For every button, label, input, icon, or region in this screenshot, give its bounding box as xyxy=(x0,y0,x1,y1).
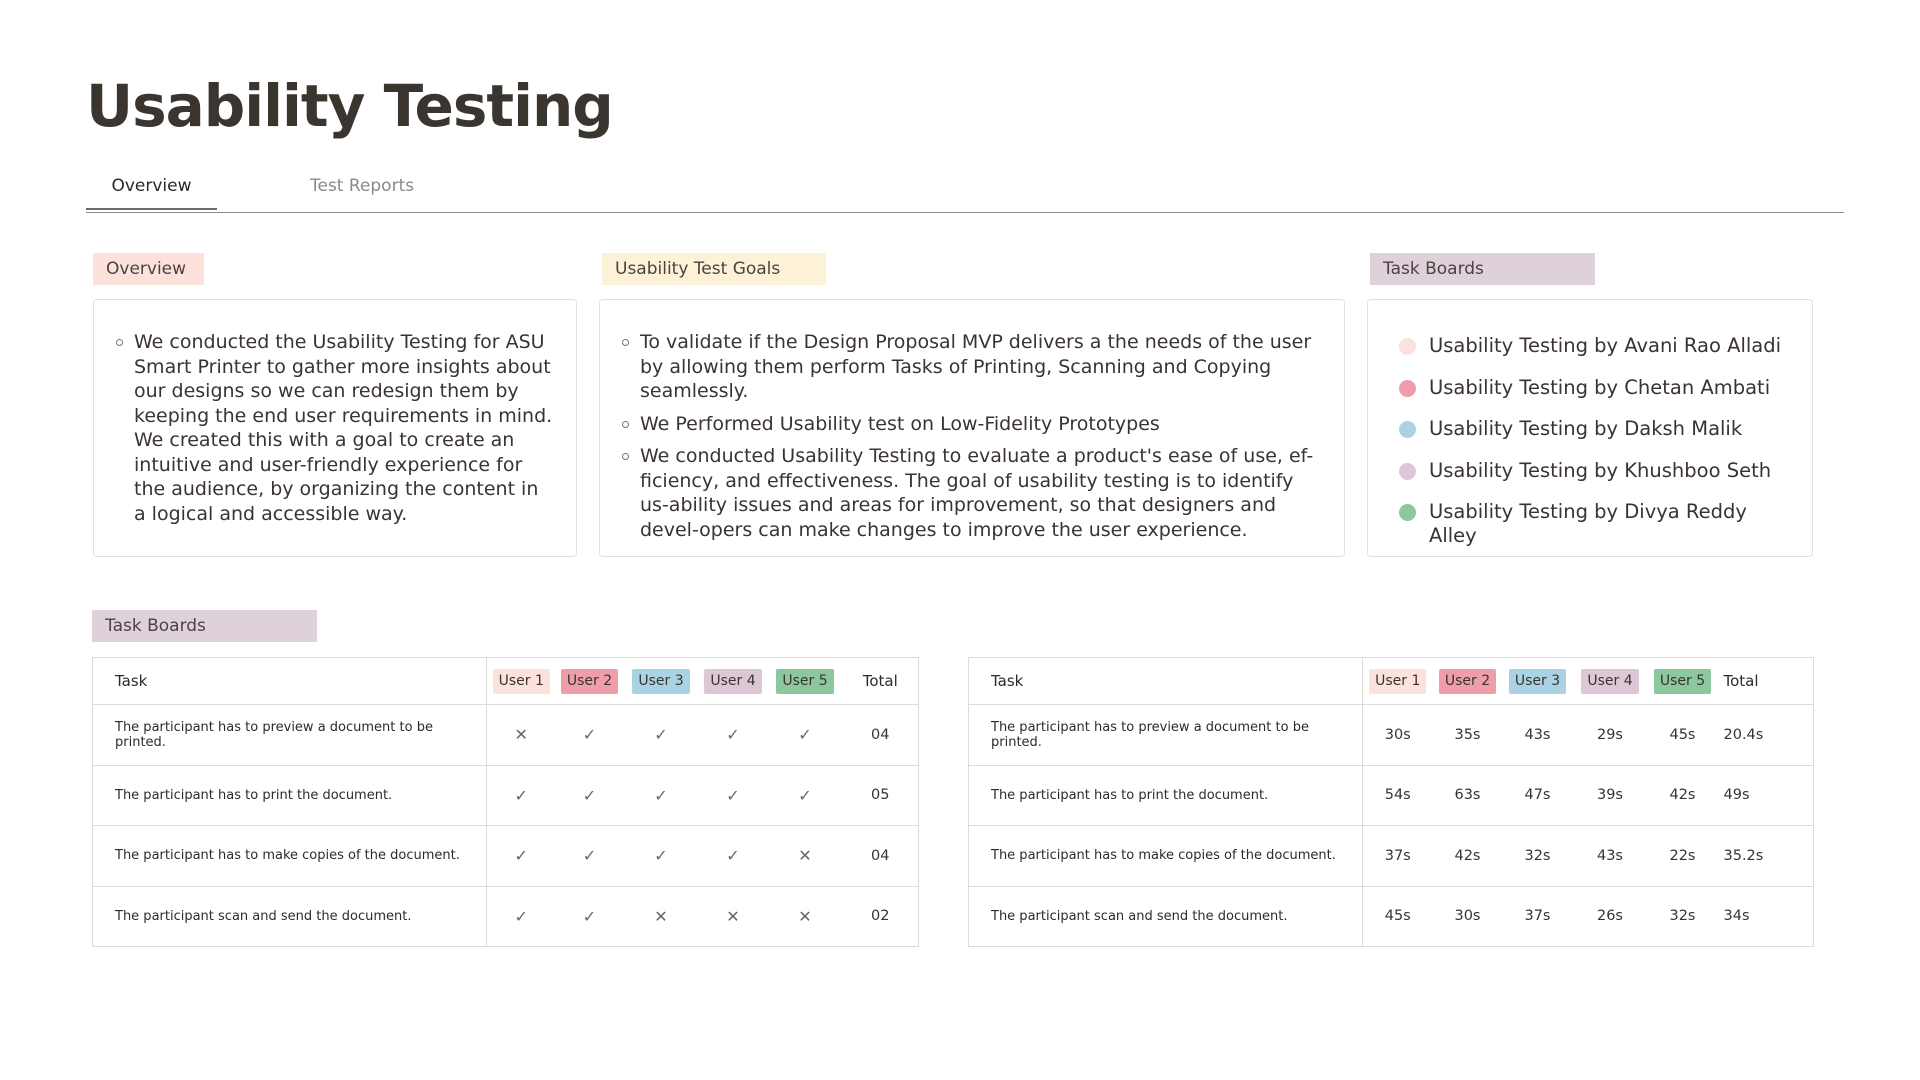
overview-label: Overview xyxy=(93,253,204,285)
time-cell: 43s xyxy=(1573,826,1648,887)
task-boards-card xyxy=(1367,299,1813,557)
total-cell: 04 xyxy=(843,705,919,766)
result-mark: ✓ xyxy=(624,705,699,766)
table-header-row xyxy=(969,658,1814,705)
tab-overview[interactable]: Overview xyxy=(86,176,217,210)
table-header-row xyxy=(93,658,919,705)
goal-item: To validate if the Design Proposal MVP delivers a the needs of the user by allowing them perform Tasks of Printing, Scanning and Copying seamlessly. xyxy=(618,330,1314,404)
task-cell: The participant scan and send the document. xyxy=(93,886,487,947)
task-cell: The participant has to print the document. xyxy=(93,765,487,826)
time-cell: 30s xyxy=(1433,886,1503,947)
user5-badge: User 5 xyxy=(1654,669,1711,694)
result-mark: ✓ xyxy=(556,886,624,947)
tab-bar xyxy=(86,168,1844,213)
result-mark: ✕ xyxy=(699,886,768,947)
time-cell: 32s xyxy=(1648,886,1718,947)
header-total: Total xyxy=(843,658,919,705)
user4-badge: User 4 xyxy=(1581,669,1638,694)
goal-item: We Performed Usability test on Low-Fidelity Prototypes xyxy=(618,412,1314,437)
task-time-table xyxy=(968,657,1814,947)
user3-badge: User 3 xyxy=(1509,669,1566,694)
time-cell: 54s xyxy=(1363,765,1433,826)
result-mark: ✓ xyxy=(556,826,624,887)
table-row xyxy=(969,765,1814,826)
task-cell: The participant has to make copies of the document. xyxy=(93,826,487,887)
time-cell: 42s xyxy=(1648,765,1718,826)
task-boards-tables-label: Task Boards xyxy=(92,610,317,642)
time-cell: 26s xyxy=(1573,886,1648,947)
result-mark: ✕ xyxy=(768,886,843,947)
task-board-link[interactable]: Usability Testing by Avani Rao Alladi xyxy=(1399,334,1792,376)
total-cell: 49s xyxy=(1718,765,1814,826)
user4-badge: User 4 xyxy=(704,669,761,694)
total-cell: 04 xyxy=(843,826,919,887)
time-cell: 63s xyxy=(1433,765,1503,826)
task-cell: The participant has to make copies of the document. xyxy=(969,826,1363,887)
user1-badge: User 1 xyxy=(493,669,550,694)
time-cell: 45s xyxy=(1363,886,1433,947)
result-mark: ✓ xyxy=(699,705,768,766)
task-board-link[interactable]: Usability Testing by Divya Reddy Alley xyxy=(1399,500,1792,542)
overview-card xyxy=(93,299,577,557)
user2-badge: User 2 xyxy=(1439,669,1496,694)
result-mark: ✓ xyxy=(624,765,699,826)
goals-card xyxy=(599,299,1345,557)
time-cell: 45s xyxy=(1648,705,1718,766)
result-mark: ✕ xyxy=(487,705,556,766)
time-cell: 30s xyxy=(1363,705,1433,766)
task-cell: The participant scan and send the document. xyxy=(969,886,1363,947)
result-mark: ✓ xyxy=(624,826,699,887)
tab-test-reports[interactable]: Test Reports xyxy=(310,176,415,196)
user5-badge: User 5 xyxy=(776,669,833,694)
result-mark: ✓ xyxy=(487,826,556,887)
result-mark: ✓ xyxy=(487,765,556,826)
result-mark: ✓ xyxy=(556,705,624,766)
result-mark: ✕ xyxy=(624,886,699,947)
task-cell: The participant has to print the document. xyxy=(969,765,1363,826)
goals-label: Usability Test Goals xyxy=(602,253,826,285)
task-board-link[interactable]: Usability Testing by Daksh Malik xyxy=(1399,417,1792,459)
header-task: Task xyxy=(93,658,487,705)
table-row xyxy=(93,826,919,887)
time-cell: 37s xyxy=(1503,886,1573,947)
time-cell: 22s xyxy=(1648,826,1718,887)
table-row xyxy=(969,886,1814,947)
time-cell: 43s xyxy=(1503,705,1573,766)
user3-dot xyxy=(1399,421,1416,438)
result-mark: ✓ xyxy=(556,765,624,826)
overview-text: We conducted the Usability Testing for ASU Smart Printer to gather more insights about our designs so we can redesign them by keeping the end user requirements in mind. We created this with a goal to create an intuitive and user-friendly experience for the audience, by organizing the content in a logical and accessible way. xyxy=(112,330,556,526)
result-mark: ✓ xyxy=(699,826,768,887)
header-task: Task xyxy=(969,658,1363,705)
goal-item: We conducted Usability Testing to evaluate a product's ease of use, ef-ficiency, and effectiveness. The goal of usability testing is to identify us-ability issues and areas for improvement, so that designers and devel-opers can make changes to improve the user experience. xyxy=(618,444,1314,542)
task-boards-label: Task Boards xyxy=(1370,253,1595,285)
page-title: Usability Testing xyxy=(86,72,613,140)
table-row xyxy=(93,886,919,947)
time-cell: 47s xyxy=(1503,765,1573,826)
table-row xyxy=(93,705,919,766)
task-board-link[interactable]: Usability Testing by Khushboo Seth xyxy=(1399,459,1792,501)
result-mark: ✕ xyxy=(768,826,843,887)
user5-dot xyxy=(1399,504,1416,521)
task-success-table xyxy=(92,657,919,947)
total-cell: 05 xyxy=(843,765,919,826)
time-cell: 42s xyxy=(1433,826,1503,887)
total-cell: 34s xyxy=(1718,886,1814,947)
user1-dot xyxy=(1399,338,1416,355)
time-cell: 37s xyxy=(1363,826,1433,887)
result-mark: ✓ xyxy=(699,765,768,826)
task-board-link[interactable]: Usability Testing by Chetan Ambati xyxy=(1399,376,1792,418)
time-cell: 39s xyxy=(1573,765,1648,826)
task-cell: The participant has to preview a document to be printed. xyxy=(969,705,1363,766)
total-cell: 35.2s xyxy=(1718,826,1814,887)
total-cell: 20.4s xyxy=(1718,705,1814,766)
user1-badge: User 1 xyxy=(1369,669,1426,694)
result-mark: ✓ xyxy=(487,886,556,947)
header-total: Total xyxy=(1718,658,1814,705)
total-cell: 02 xyxy=(843,886,919,947)
time-cell: 35s xyxy=(1433,705,1503,766)
task-cell: The participant has to preview a document to be printed. xyxy=(93,705,487,766)
result-mark: ✓ xyxy=(768,765,843,826)
time-cell: 32s xyxy=(1503,826,1573,887)
user3-badge: User 3 xyxy=(632,669,689,694)
time-cell: 29s xyxy=(1573,705,1648,766)
table-row xyxy=(969,826,1814,887)
user4-dot xyxy=(1399,463,1416,480)
user2-dot xyxy=(1399,380,1416,397)
table-row xyxy=(969,705,1814,766)
result-mark: ✓ xyxy=(768,705,843,766)
table-row xyxy=(93,765,919,826)
user2-badge: User 2 xyxy=(561,669,618,694)
